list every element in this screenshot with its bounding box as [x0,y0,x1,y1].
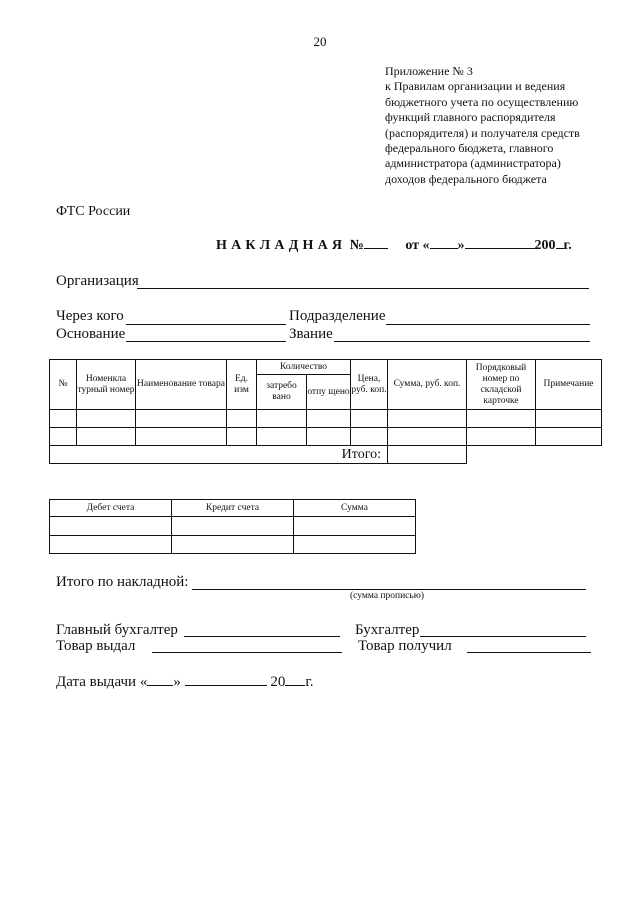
rank-field[interactable] [334,341,590,342]
department-label: Подразделение [289,308,386,324]
number-blank[interactable] [364,248,388,249]
table-cell[interactable] [136,410,227,428]
table-cell[interactable] [77,410,136,428]
day-blank[interactable] [430,248,458,249]
rank-label: Звание [289,326,333,342]
col-header-no: № [50,360,77,410]
department-field[interactable] [386,324,590,325]
month-blank[interactable] [465,248,535,249]
table-cell[interactable] [294,517,416,536]
table-row [50,428,602,446]
col-header-price: Цена, руб. коп. [351,360,388,410]
table-cell[interactable] [388,428,467,446]
basis-label: Основание [56,326,126,342]
table-cell[interactable] [50,428,77,446]
year-prefix: 200 [534,238,556,253]
col-header-released: отпу щено [307,375,351,410]
table-cell[interactable] [307,410,351,428]
number-label: № [349,238,364,253]
issue-year-prefix: 20 [270,674,286,690]
table-cell[interactable] [388,410,467,428]
col-header-note: Примечание [536,360,602,410]
invoice-total-label: Итого по накладной: [56,574,189,590]
table-cell[interactable] [294,536,416,554]
goods-issued-field[interactable] [152,652,342,653]
goods-received-label: Товар получил [358,638,452,654]
date-quote-close: » [457,238,465,253]
col-header-amount: Сумма [294,500,416,517]
table-cell[interactable] [536,410,602,428]
organization-label: Организация [56,273,139,289]
through-whom-field[interactable] [126,324,286,325]
table-cell[interactable] [467,410,536,428]
title-word: НАКЛАДНАЯ [216,238,347,253]
table-cell[interactable] [172,536,294,554]
col-header-quantity: Количество [257,360,351,375]
goods-received-field[interactable] [467,652,591,653]
accountant-label: Бухгалтер [355,622,420,638]
total-sum-cell[interactable] [388,446,467,464]
chief-accountant-field[interactable] [184,636,340,637]
document-title [216,238,572,254]
table-cell[interactable] [50,536,172,554]
basis-field[interactable] [126,341,286,342]
table-cell[interactable] [50,410,77,428]
table-cell[interactable] [257,428,307,446]
table-cell[interactable] [257,410,307,428]
table-cell[interactable] [227,428,257,446]
issue-year-suffix: г. [305,674,314,690]
invoice-total-hint: (сумма прописью) [350,591,424,601]
table-cell[interactable] [77,428,136,446]
accountant-field[interactable] [420,636,586,637]
table-cell[interactable] [307,428,351,446]
table-row [50,517,416,536]
total-row [50,446,602,464]
issue-date [56,674,314,691]
table-cell[interactable] [136,428,227,446]
table-row [50,536,416,554]
page-number: 20 [313,34,327,49]
chief-accountant-label: Главный бухгалтер [56,622,178,638]
total-label: Итого: [50,446,388,464]
appendix-note: Приложение № 3 к Правилам организации и ведения бюджетного учета по осуществлению функций главного распорядителя (распорядителя) и получателя средств федерального бюджета, главного администратора (администратора) доходов федерального бюджета [385,64,580,186]
table-cell[interactable] [172,517,294,536]
goods-table [49,359,602,464]
organization-field[interactable] [137,288,589,289]
col-header-credit: Кредит счета [172,500,294,517]
col-header-unit: Ед. изм [227,360,257,410]
issue-day-blank[interactable] [147,685,173,686]
table-row [50,410,602,428]
col-header-requested: затребо вано [257,375,307,410]
table-cell[interactable] [227,410,257,428]
col-header-nomenclature: Номенкла турный номер [77,360,136,410]
issue-year-blank[interactable] [285,685,305,686]
col-header-card-no: Порядковый номер по складской карточке [467,360,536,410]
table-cell[interactable] [351,428,388,446]
col-header-name: Наименование товара [136,360,227,410]
year-suffix: г. [563,238,572,253]
through-whom-label: Через кого [56,308,124,324]
issuing-organization: ФТС России [56,204,131,219]
issue-month-blank[interactable] [185,685,267,686]
accounts-table [49,499,416,554]
table-cell[interactable] [50,517,172,536]
date-from-label: от « [405,238,430,253]
year-blank[interactable] [556,248,564,249]
goods-issued-label: Товар выдал [56,638,136,654]
col-header-sum: Сумма, руб. коп. [388,360,467,410]
col-header-debit: Дебет счета [50,500,172,517]
table-cell[interactable] [536,428,602,446]
invoice-total-field[interactable] [192,589,586,590]
table-cell[interactable] [351,410,388,428]
issue-date-label: Дата выдачи « [56,674,148,690]
issue-date-quote-close: » [173,674,181,690]
table-cell[interactable] [467,428,536,446]
